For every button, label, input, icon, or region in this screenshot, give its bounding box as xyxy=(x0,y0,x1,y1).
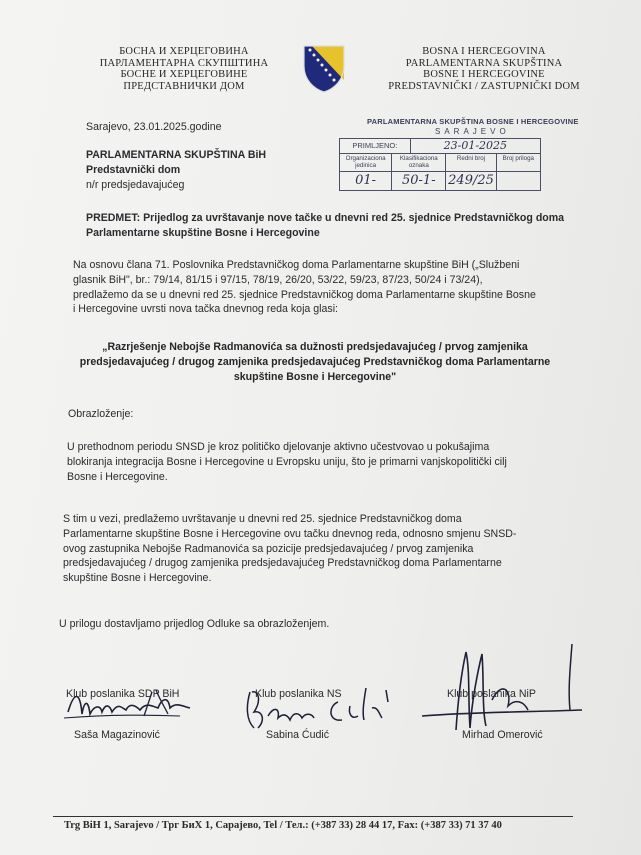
header-left-line: ПРЕДСТАВНИЧКИ ДОМ xyxy=(123,80,245,92)
paragraph-line: U prethodnom periodu SNSD je kroz političko djelovanje aktivno učestvovao u pokušajima xyxy=(67,441,490,453)
handwritten-signature xyxy=(60,672,200,742)
footer-divider xyxy=(53,816,573,817)
header-right-line: BOSNE I HERCEGOVINE xyxy=(423,69,545,80)
recipient-line: n/r predsjedavajućeg xyxy=(86,179,185,191)
recipient-line: Predstavnički dom xyxy=(86,164,181,176)
handwritten-signature xyxy=(232,672,407,742)
stamp-grid xyxy=(339,138,541,191)
footer-address: Trg BiH 1, Sarajevo / Трг БиХ 1, Сарајево, Tel / Тел.: (+387 33) 28 44 17, Fax: (+387 33) 71 37 40 xyxy=(64,820,502,831)
header-left-line: БОСНЕ И ХЕРЦЕГОВИНЕ xyxy=(120,69,248,80)
subject-label: PREDMET: xyxy=(86,212,141,224)
signature-club: Klub poslanika NiP xyxy=(447,688,536,700)
paragraph-line: glasnik BiH", br.: 79/14, 81/15 i 97/15, 78/19, 26/20, 53/22, 59/23, 87/23, 50/24 i 73/24), xyxy=(73,273,483,286)
header-right-line: PARLAMENTARNA SKUPŠTINA xyxy=(405,57,563,69)
reasoning-paragraph-1 xyxy=(67,440,562,484)
stamp-col-header: Klasifikaciona oznaka xyxy=(392,154,446,171)
paragraph-line: predlažemo da se u dnevni red 25. sjednice Predstavničkog doma Parlamentarne skupštine Bosne xyxy=(73,288,536,301)
signature-name: Saša Magazinović xyxy=(74,729,160,741)
signature-club: Klub poslanika NS xyxy=(255,688,342,700)
stamp-value: 01- xyxy=(340,172,392,190)
intro-paragraph xyxy=(73,258,563,317)
paragraph-line: ovog zastupnika Nebojše Radmanovića sa pozicije predsjedavajućeg / prvog zamjenika xyxy=(63,542,474,555)
recipient-line: PARLAMENTARNA SKUPŠTINA BiH xyxy=(86,149,267,161)
header-left-line: БОСНА И ХЕРЦЕГОВИНА xyxy=(119,46,249,57)
agenda-line: skupštine Bosne i Hercegovine" xyxy=(233,371,397,383)
stamp-col-header: Organizaciona jedinica xyxy=(340,154,392,171)
stamp-value: 249/25 xyxy=(446,172,496,190)
stamp-value: 50-1- xyxy=(392,172,446,190)
paragraph-line: i Hercegovine uvrsti nova tačka dnevnog reda koja glasi: xyxy=(73,303,338,316)
paragraph-line: S tim u vezi, predlažemo uvrštavanje u dnevni red 25. sjednice Predstavničkog doma xyxy=(63,513,462,525)
paragraph-line: Na osnovu člana 71. Poslovnika Predstavničkog doma Parlamentarne skupštine BiH („Službeni xyxy=(73,259,520,271)
reasoning-paragraph-2 xyxy=(63,512,563,586)
signature-name: Sabina Ćudić xyxy=(266,729,330,741)
date-line: Sarajevo, 23.01.2025.godine xyxy=(86,121,222,133)
paragraph-line: skupštine Bosne i Hercegovine. xyxy=(63,572,212,585)
agenda-item xyxy=(60,340,570,385)
signature-name: Mirhad Omerović xyxy=(462,729,543,741)
agenda-line: „Razrješenje Nebojše Radmanovića sa dužnosti predsjedavajućeg / prvog zamjenika xyxy=(102,341,528,353)
paragraph-line: Bosne i Hercegovine. xyxy=(67,470,168,483)
subject-line xyxy=(86,211,564,226)
attachment-line: U prilogu dostavljamo prijedlog Odluke sa obrazloženjem. xyxy=(59,618,330,630)
header-right-line: PREDSTAVNIČKI / ZASTUPNIČKI DOM xyxy=(388,80,580,92)
paragraph-line: blokiranja integracija Bosne i Hercegovine u Evropsku uniju, što je primarni vanjskopolitički cilj xyxy=(67,455,507,468)
stamp-title: PARLAMENTARNA SKUPŠTINA BOSNE I HERCEGOVINE xyxy=(367,117,579,126)
handwritten-signature xyxy=(412,640,592,740)
received-stamp xyxy=(339,110,579,190)
stamp-city: SARAJEVO xyxy=(435,127,510,136)
stamp-value xyxy=(497,172,540,190)
subject-text: Prijedlog za uvrštavanje nove tačke u dnevni red 25. sjednice Predstavničkog doma xyxy=(143,212,565,224)
signature-club: Klub poslanika SDP BiH xyxy=(66,688,180,700)
header-left-line: ПАРЛАМЕНТАРНА СКУПШТИНА xyxy=(99,57,269,69)
stamp-received-label: PRIMLJENO: xyxy=(340,139,411,153)
paragraph-line: predsjedavajućeg / drugog zamjenika predsjedavajućeg Predstavničkog doma Parlamentarne xyxy=(63,557,502,570)
subject-line-2: Parlamentarne skupštine Bosne i Hercegovine xyxy=(86,227,320,239)
header-right xyxy=(384,46,584,92)
stamp-col-header: Broj priloga xyxy=(502,155,534,162)
header-right-line: BOSNA I HERCEGOVINA xyxy=(422,46,546,57)
reasoning-label: Obrazloženje: xyxy=(68,408,134,420)
agenda-line: predsjedavajućeg / drugog zamjenika predsjedavajućeg Predstavničkog doma Parlamentarne xyxy=(79,356,551,368)
stamp-received-date: 23-01-2025 xyxy=(443,139,508,152)
stamp-col-header: Redni broj xyxy=(446,154,496,171)
paragraph-line: Parlamentarne skupštine Bosne i Hercegovine ovu tačku dnevnog reda, odnosno smjenu SNSD- xyxy=(63,527,517,540)
coat-of-arms-icon xyxy=(302,44,346,94)
header-left xyxy=(94,46,274,92)
